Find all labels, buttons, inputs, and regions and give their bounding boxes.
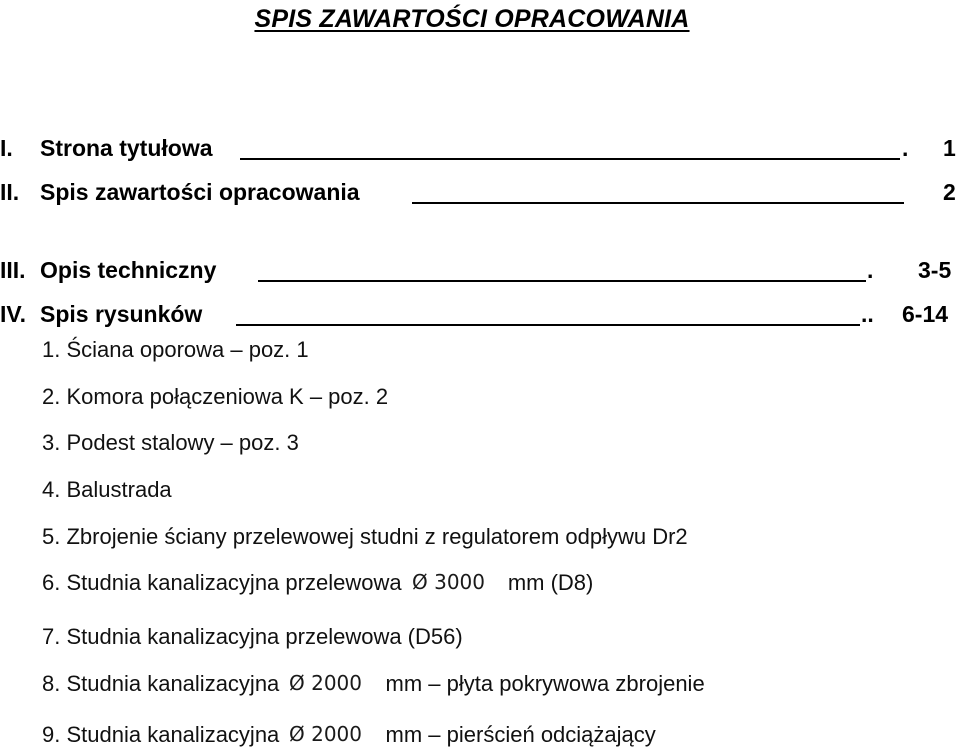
toc-label: Spis zawartości opracowania bbox=[40, 179, 360, 205]
drawing-number: 7. bbox=[42, 624, 61, 649]
toc-page-number: 2 bbox=[943, 179, 956, 205]
diameter-value: Ø 2000 bbox=[289, 671, 363, 696]
toc-row bbox=[0, 133, 960, 167]
toc-label: Spis rysunków bbox=[40, 301, 203, 327]
drawing-title: Zbrojenie ściany przelewowej studni z regulatorem odpływu Dr2 bbox=[66, 524, 688, 549]
drawing-number: 4. bbox=[42, 477, 61, 502]
toc-label: Opis techniczny bbox=[40, 257, 217, 283]
drawing-title: Studnia kanalizacyjna bbox=[66, 722, 280, 747]
drawing-title: Podest stalowy – poz. 3 bbox=[66, 430, 299, 455]
drawing-title-suffix: mm – płyta pokrywowa zbrojenie bbox=[385, 671, 705, 696]
toc-label: Strona tytułowa bbox=[40, 135, 213, 161]
drawing-title: Studnia kanalizacyjna bbox=[66, 671, 280, 696]
diameter-symbol-image bbox=[412, 570, 498, 594]
toc-row bbox=[0, 299, 960, 333]
drawing-list-item bbox=[42, 720, 656, 750]
document-title: SPIS ZAWARTOŚCI OPRACOWANIA bbox=[254, 5, 690, 33]
drawing-number: 2. bbox=[42, 384, 61, 409]
drawing-list-item bbox=[42, 669, 705, 699]
diameter-value: Ø 3000 bbox=[411, 570, 485, 595]
toc-number: III. bbox=[0, 257, 26, 283]
drawing-number: 6. bbox=[42, 570, 61, 595]
drawing-list-item bbox=[42, 475, 172, 505]
drawing-title: Studnia kanalizacyjna przelewowa (D56) bbox=[66, 624, 463, 649]
toc-page-number: 6-14 bbox=[902, 301, 949, 327]
toc-number: I. bbox=[0, 135, 13, 161]
drawing-number: 3. bbox=[42, 430, 61, 455]
drawing-title-suffix: mm (D8) bbox=[507, 570, 594, 595]
toc-leader-line bbox=[258, 280, 866, 282]
toc-leader-line bbox=[412, 202, 904, 204]
drawing-list-item bbox=[42, 428, 299, 458]
drawing-number: 5. bbox=[42, 524, 61, 549]
drawing-title: Komora połączeniowa K – poz. 2 bbox=[66, 384, 389, 409]
diameter-symbol-image bbox=[289, 722, 375, 746]
toc-number: II. bbox=[0, 179, 20, 205]
drawing-title: Balustrada bbox=[66, 477, 172, 502]
drawing-number: 1. bbox=[42, 337, 61, 362]
toc-page-number: 1 bbox=[943, 135, 956, 161]
diameter-symbol-image bbox=[289, 671, 375, 695]
toc-leader-line bbox=[240, 158, 900, 160]
drawing-number: 8. bbox=[42, 671, 61, 696]
drawing-list-item bbox=[42, 522, 688, 552]
drawing-list-item bbox=[42, 622, 463, 652]
toc-row bbox=[0, 177, 960, 211]
drawing-title-suffix: mm – pierścień odciążający bbox=[385, 722, 656, 747]
drawing-title: Studnia kanalizacyjna przelewowa bbox=[66, 570, 402, 595]
toc-leader-end: .. bbox=[861, 301, 874, 327]
toc-row bbox=[0, 255, 960, 289]
toc-leader-end: . bbox=[902, 135, 909, 161]
drawing-list-item bbox=[42, 382, 388, 412]
toc-leader-line bbox=[236, 324, 860, 326]
drawing-number: 9. bbox=[42, 722, 61, 747]
toc-page-number: 3-5 bbox=[918, 257, 952, 283]
toc-number: IV. bbox=[0, 301, 27, 327]
toc-leader-end: . bbox=[867, 257, 874, 283]
drawing-list-item bbox=[42, 335, 309, 365]
drawing-list-item bbox=[42, 568, 593, 598]
diameter-value: Ø 2000 bbox=[289, 722, 363, 747]
drawing-title: Ściana oporowa – poz. 1 bbox=[66, 337, 309, 362]
